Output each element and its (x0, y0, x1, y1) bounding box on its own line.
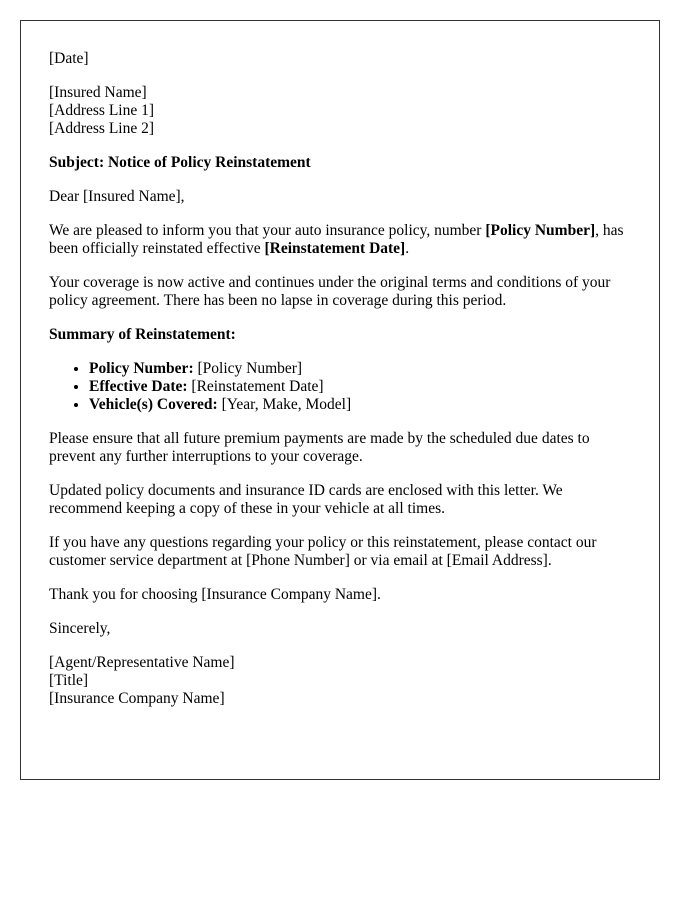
summary-item-value: [Policy Number] (197, 360, 303, 377)
paragraph-text: . (405, 240, 410, 257)
paragraph-premium-payments: Please ensure that all future premium payments are made by the scheduled due dates to prevent any further interruptions to your coverage. (49, 430, 590, 465)
summary-item-effective-date (89, 378, 631, 396)
paragraph-enclosed-documents: Updated policy documents and insurance ID cards are enclosed with this letter. We recommend keeping a copy of these in your vehicle at all times. (49, 482, 563, 517)
recipient-address (49, 84, 631, 138)
signature-name: [Agent/Representative Name] (49, 654, 235, 671)
summary-item-label: Policy Number: (89, 360, 194, 377)
letter-closing: Sincerely, (49, 620, 111, 637)
paragraph-thank-you: Thank you for choosing [Insurance Company Name]. (49, 586, 381, 603)
summary-heading: Summary of Reinstatement: (49, 326, 236, 343)
letter-subject: Subject: Notice of Policy Reinstatement (49, 154, 311, 171)
summary-item-policy-number (89, 360, 631, 378)
signature-company: [Insurance Company Name] (49, 690, 225, 707)
letter-date: [Date] (49, 50, 89, 67)
reinstatement-date-placeholder: [Reinstatement Date] (264, 240, 406, 257)
paragraph-text: , has been officially reinstated effective (49, 222, 624, 257)
letter-page (20, 20, 660, 780)
signature-title: [Title] (49, 672, 89, 689)
recipient-address-line-1: [Address Line 1] (49, 102, 155, 119)
summary-item-label: Effective Date: (89, 378, 188, 395)
paragraph-reinstatement-notice (49, 222, 631, 258)
policy-number-placeholder: [Policy Number] (485, 222, 596, 239)
summary-item-value: [Reinstatement Date] (191, 378, 324, 395)
paragraph-coverage-status: Your coverage is now active and continues under the original terms and conditions of your policy agreement. There has been no lapse in coverage during this period. (49, 274, 611, 309)
recipient-name: [Insured Name] (49, 84, 147, 101)
recipient-address-line-2: [Address Line 2] (49, 120, 155, 137)
signature-block (49, 654, 631, 708)
summary-list (49, 360, 631, 414)
paragraph-text: We are pleased to inform you that your auto insurance policy, number (49, 222, 486, 239)
letter-salutation: Dear [Insured Name], (49, 188, 185, 205)
summary-item-vehicles-covered (89, 396, 631, 414)
summary-item-value: [Year, Make, Model] (221, 396, 352, 413)
summary-item-label: Vehicle(s) Covered: (89, 396, 218, 413)
paragraph-contact-info: If you have any questions regarding your policy or this reinstatement, please contact our customer service department at [Phone Number] or via email at [Email Address]. (49, 534, 597, 569)
